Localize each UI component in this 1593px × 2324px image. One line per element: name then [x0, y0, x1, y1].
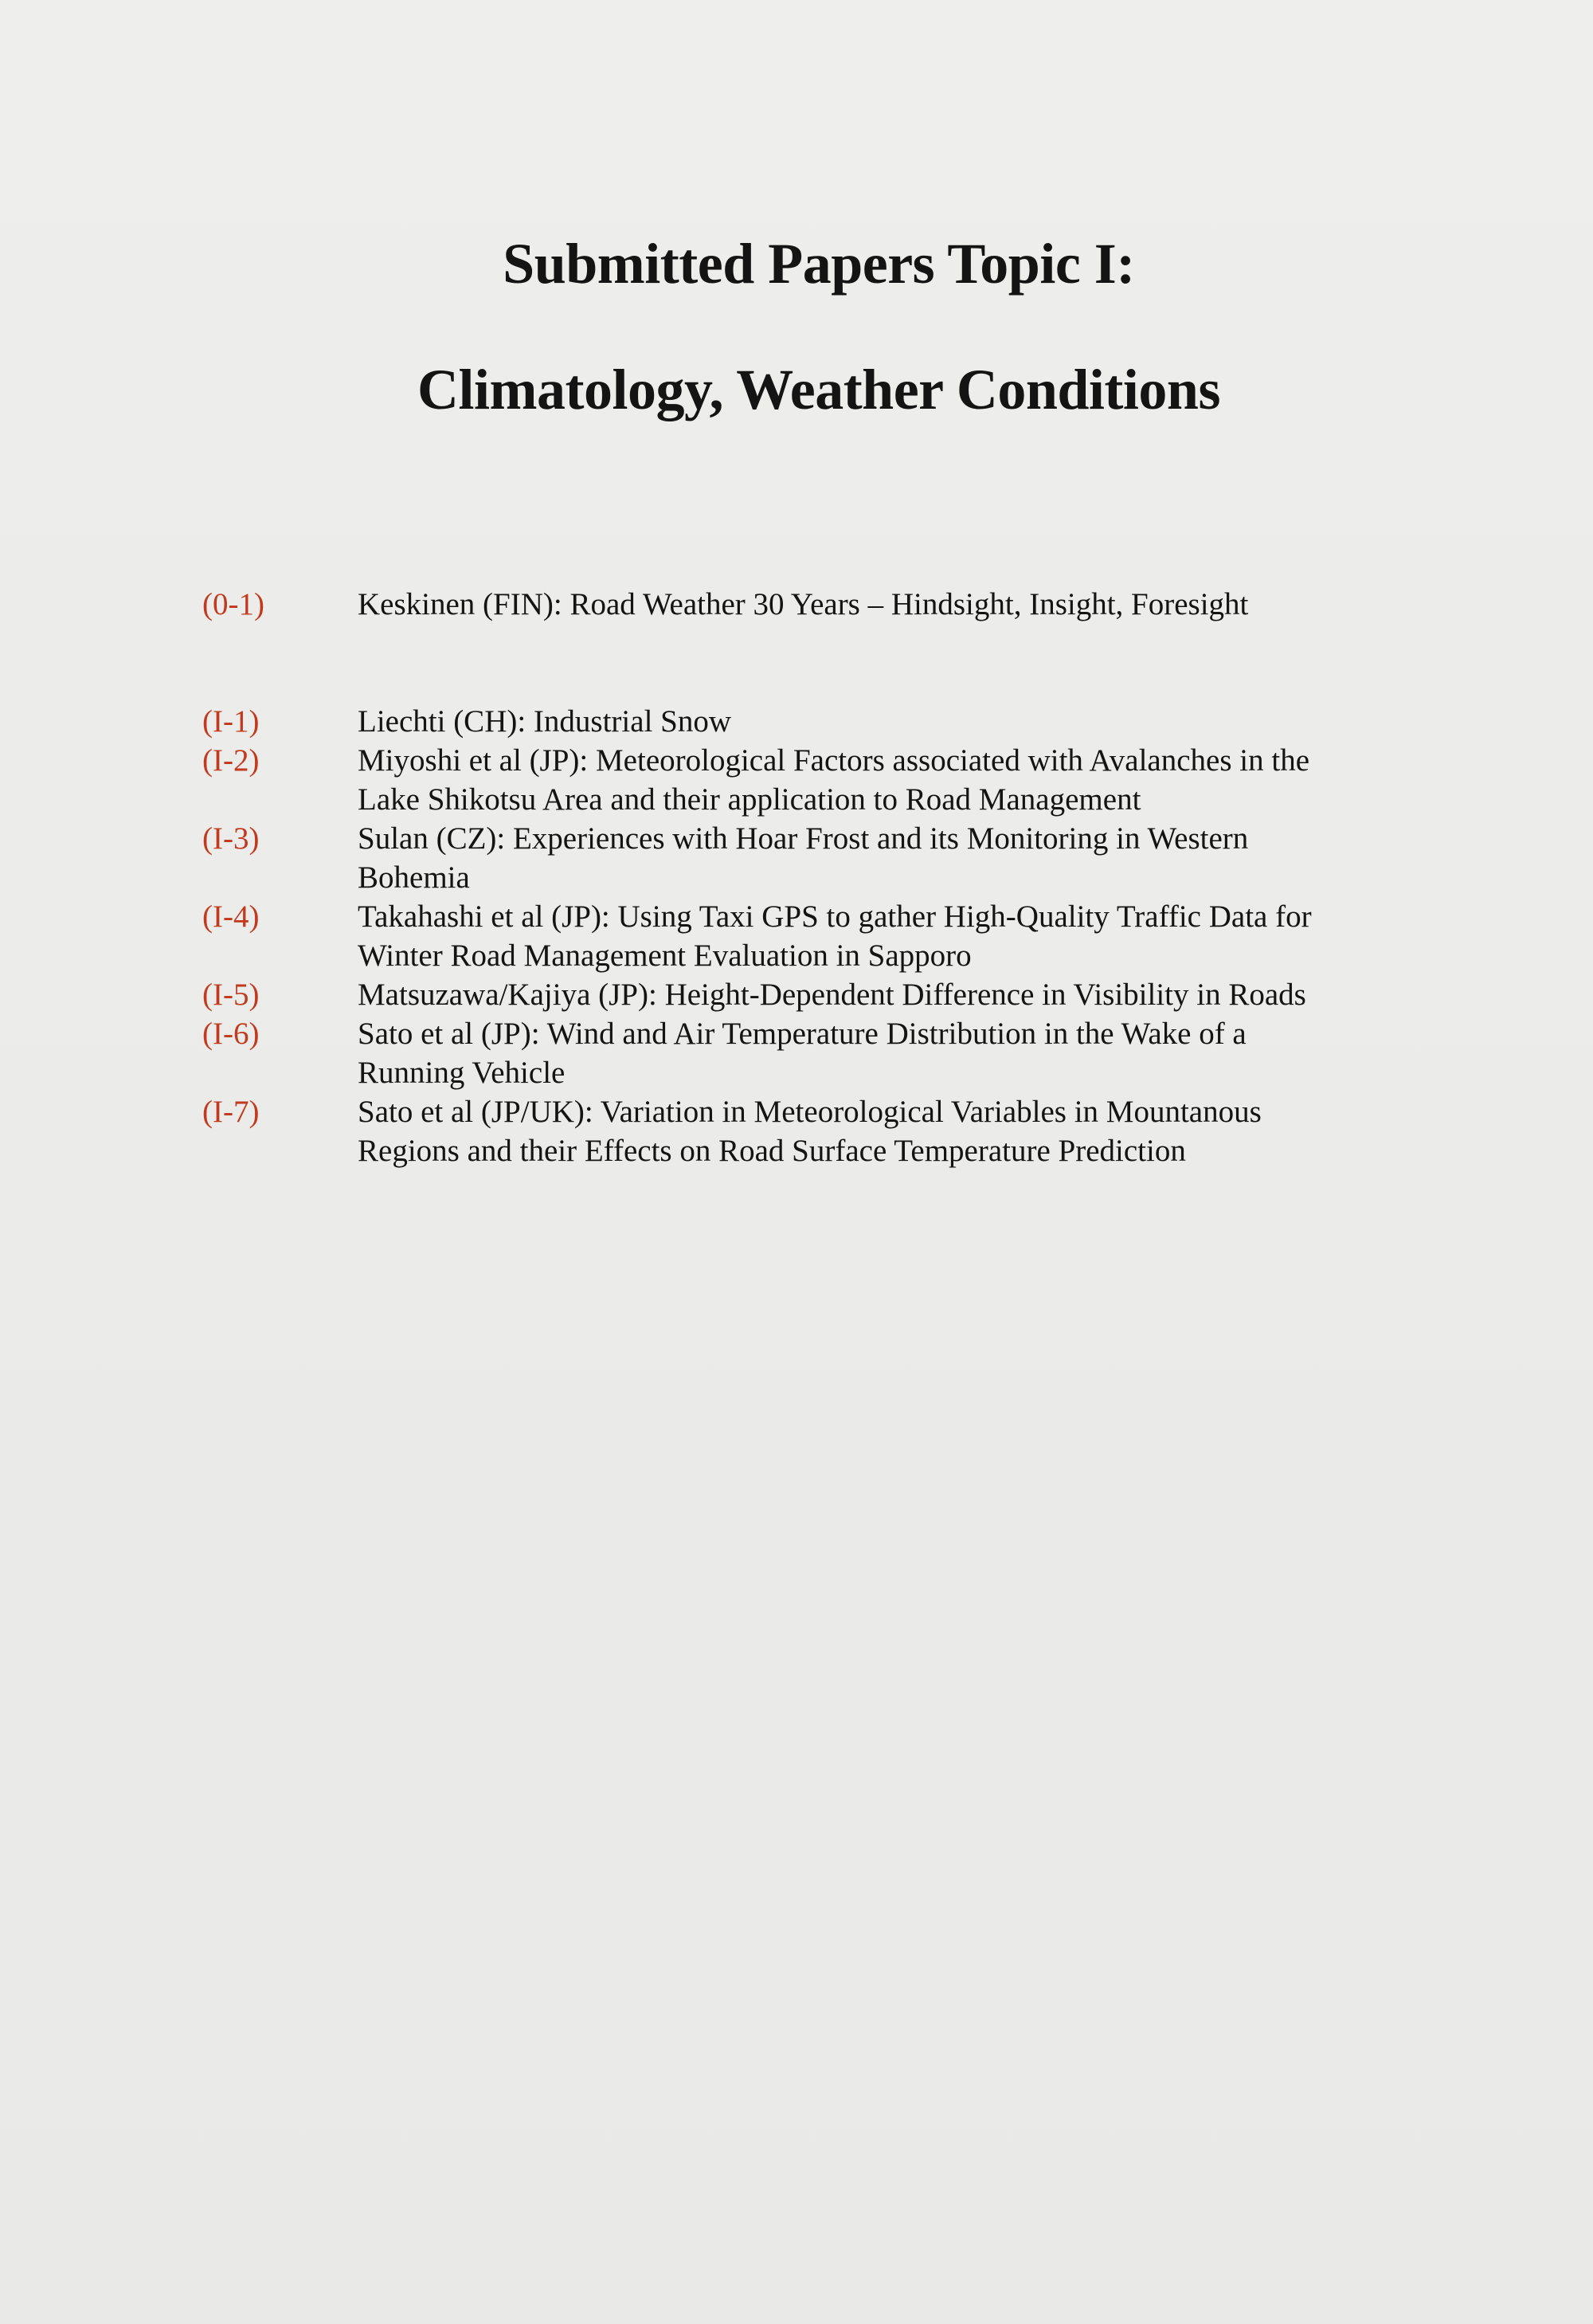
paper-title-line: Bohemia — [358, 860, 470, 895]
paper-title-line: Winter Road Management Evaluation in Sapporo — [358, 939, 972, 973]
paper-code: (I-4) — [202, 899, 260, 934]
paper-title-line: Lake Shikotsu Area and their application to Road Management — [358, 782, 1141, 817]
paper-code: (I-3) — [202, 821, 260, 856]
paper-title-line: Keskinen (FIN): Road Weather 30 Years – Hindsight, Insight, Foresight — [358, 587, 1249, 621]
paper-title-line: Matsuzawa/Kajiya (JP): Height-Dependent Difference in Visibility in Roads — [358, 978, 1306, 1012]
page-subtitle: Climatology, Weather Conditions — [417, 358, 1220, 421]
page-title: Submitted Papers Topic I: — [503, 232, 1135, 296]
paper-code: (0-1) — [202, 587, 264, 621]
paper-title — [358, 585, 1441, 624]
paper-title — [358, 975, 1441, 1014]
paper-title-line: Miyoshi et al (JP): Meteorological Factors associated with Avalanches in the — [358, 743, 1310, 778]
paper-title — [358, 819, 1441, 897]
paper-title — [358, 1014, 1441, 1092]
paper-title-line: Sato et al (JP/UK): Variation in Meteorological Variables in Mountanous — [358, 1095, 1262, 1129]
paper-title-line: Regions and their Effects on Road Surface Temperature Prediction — [358, 1134, 1186, 1168]
paper-title-line: Liechti (CH): Industrial Snow — [358, 704, 732, 739]
paper-title-line: Running Vehicle — [358, 1056, 566, 1090]
paper-title — [358, 897, 1441, 975]
paper-title-line: Sulan (CZ): Experiences with Hoar Frost and its Monitoring in Western — [358, 821, 1249, 856]
paper-code: (I-5) — [202, 978, 260, 1012]
paper-title-line: Takahashi et al (JP): Using Taxi GPS to gather High-Quality Traffic Data for — [358, 899, 1312, 934]
paper-code: (I-7) — [202, 1095, 260, 1129]
paper-title — [358, 1092, 1441, 1170]
paper-title — [358, 702, 1441, 741]
paper-title-line: Sato et al (JP): Wind and Air Temperature Distribution in the Wake of a — [358, 1017, 1247, 1051]
paper-code: (I-6) — [202, 1017, 260, 1051]
paper-code: (I-1) — [202, 704, 260, 739]
paper-title — [358, 741, 1441, 819]
paper-code: (I-2) — [202, 743, 260, 778]
